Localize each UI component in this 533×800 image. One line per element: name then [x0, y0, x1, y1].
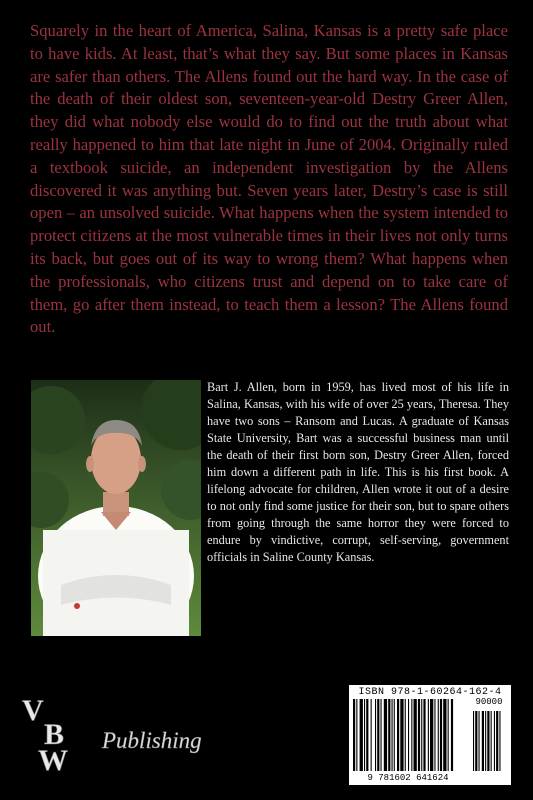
ean-digits: 9 781602 641624	[367, 773, 449, 783]
isbn-barcode	[349, 685, 511, 785]
author-photo	[31, 380, 201, 636]
back-cover-blurb: Squarely in the heart of America, Salina, Kansas is a pretty safe place to have kids. At least, that’s what they say. But some places in Kansas are safer than others. The Allens found out the hard way. In the case of the death of their oldest son, seventeen-year-old Destry Greer Allen, they did what nobody else would do to find out the truth about what really happened to him that late night in June of 2004. Originally ruled a textbook suicide, an independent investigation by the Allens discovered it was anything but. Seven years later, Destry’s case is still open – an unsolved suicide. What happens when the system intended to protect citizens at the most vulnerable times in their lives not only turns its back, but goes out of its way to wrong them? What happens when the professionals, who citizens trust and depend on to take care of them, go after them instead, to teach them a lesson? The Allens found out.	[30, 21, 508, 337]
logo-letter-v: V	[22, 694, 44, 727]
logo-letter-w: W	[38, 744, 68, 772]
publisher-wordmark: Publishing	[102, 728, 202, 753]
isbn-label: ISBN 978-1-60264-162-4	[358, 687, 502, 698]
author-bio: Bart J. Allen, born in 1959, has lived most of his life in Salina, Kansas, with his wife of over 25 years, Theresa. They have two sons – Ransom and Lucas. A graduate of Kansas State University, Bart was a successful business man until the death of their first born son, Destry Greer Allen, forced him down a different path in life. This is his first book. A lifelong advocate for children, Allen wrote it out of a desire to not only find some justice for their son, but to spare others from going through the same horror they were forced to endure by vindictive, corrupt, self-serving, government officials in Saline County Kansas.	[207, 380, 509, 564]
price-code: 90000	[475, 697, 503, 707]
logo-letter-b: B	[44, 718, 65, 751]
publisher-logo	[22, 690, 232, 772]
